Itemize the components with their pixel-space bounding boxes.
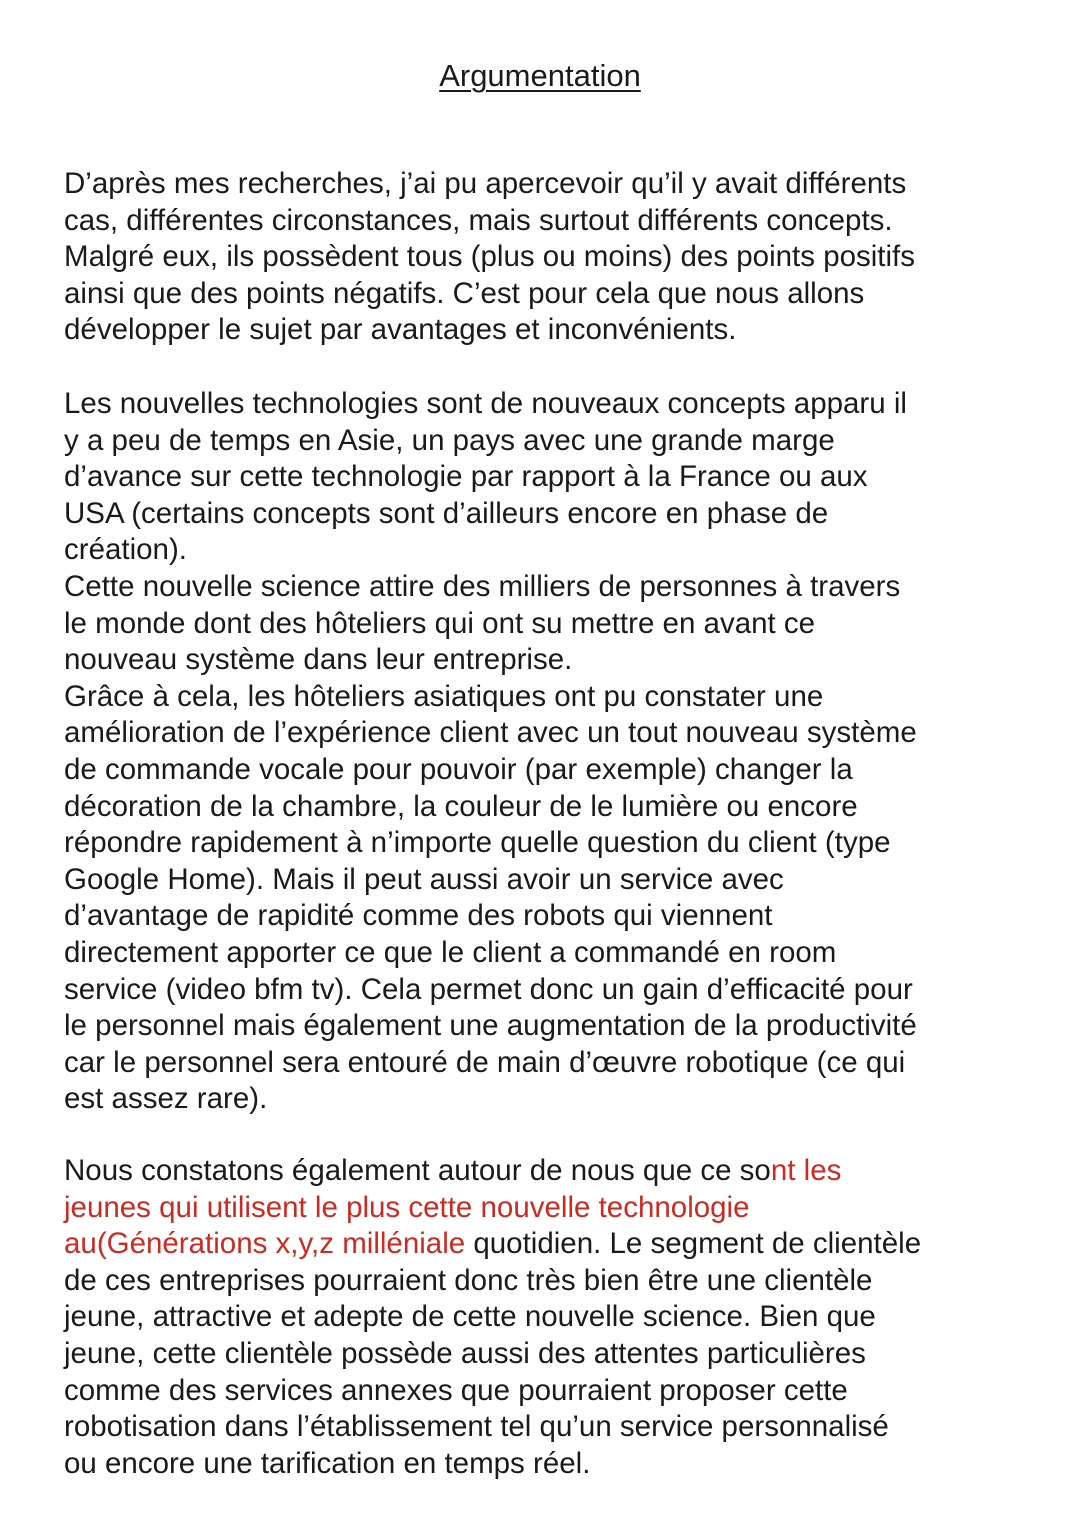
text-line: d’avantage de rapidité comme des robots qui viennent [64,899,773,933]
text-line: Les nouvelles technologies sont de nouveaux concepts apparu il [64,387,907,420]
text-line: directement apporter ce que le client a commandé en room [64,935,837,969]
text-line: Malgré eux, ils possèdent tous (plus ou moins) des points positifs [64,240,916,274]
text-line: est assez rare). [64,1082,268,1116]
paragraph-intro [64,166,1024,349]
text-line: Cette nouvelle science attire des milliers de personnes à travers [64,569,901,603]
paragraph-clientele [64,1153,1024,1482]
text-line: le personnel mais également une augmentation de la productivité [64,1009,917,1043]
text-line: comme des services annexes que pourraient proposer cette [64,1373,848,1407]
text-line: ou encore une tarification en temps réel. [64,1446,591,1480]
text-line: robotisation dans l’établissement tel qu’un service personnalisé [64,1410,889,1444]
text-line: D’après mes recherches, j’ai pu apercevoir qu’il y avait différents [64,167,907,200]
highlighted-text: nt les [770,1154,842,1187]
text-line: Google Home). Mais il peut aussi avoir un service avec [64,862,784,896]
text-segment: quotidien. Le segment de clientèle [465,1227,922,1261]
text-line: de ces entreprises pourraient donc très bien être une clientèle [64,1263,873,1297]
text-line: décoration de la chambre, la couleur de le lumière ou encore [64,789,858,823]
text-line: d’avance sur cette technologie par rapport à la France ou aux [64,460,868,494]
text-line [64,1153,1024,1190]
text-line: service (video bfm tv). Cela permet donc un gain d’efficacité pour [64,972,913,1006]
highlighted-text-line: jeunes qui utilisent le plus cette nouvelle technologie [64,1190,750,1224]
text-line: jeune, cette clientèle possède aussi des attentes particulières [64,1336,866,1370]
text-line [64,1226,1024,1263]
text-line: Grâce à cela, les hôteliers asiatiques ont pu constater une [64,679,824,713]
text-line: car le personnel sera entouré de main d’œuvre robotique (ce qui [64,1045,906,1079]
text-line: le monde dont des hôteliers qui ont su mettre en avant ce [64,606,816,640]
text-line: développer le sujet par avantages et inconvénients. [64,313,737,347]
text-line: création). [64,533,187,567]
text-line: cas, différentes circonstances, mais surtout différents concepts. [64,203,893,237]
text-line: jeune, attractive et adepte de cette nouvelle science. Bien que [64,1300,876,1334]
document-title: Argumentation [439,58,641,93]
highlighted-text: au(Générations x,y,z milléniale [64,1227,466,1261]
text-line: amélioration de l’expérience client avec un tout nouveau système [64,716,917,750]
text-line: répondre rapidement à n’importe quelle question du client (type [64,826,891,860]
text-line: y a peu de temps en Asie, un pays avec une grande marge [64,423,835,457]
text-line: ainsi que des points négatifs. C’est pour cela que nous allons [64,276,865,310]
text-line: USA (certains concepts sont d’ailleurs encore en phase de [64,496,829,530]
text-line: de commande vocale pour pouvoir (par exemple) changer la [64,752,853,786]
text-line: nouveau système dans leur entreprise. [64,643,573,677]
paragraph-technologies [64,386,1024,1118]
text-segment: Nous constatons également autour de nous que ce so [64,1154,771,1187]
